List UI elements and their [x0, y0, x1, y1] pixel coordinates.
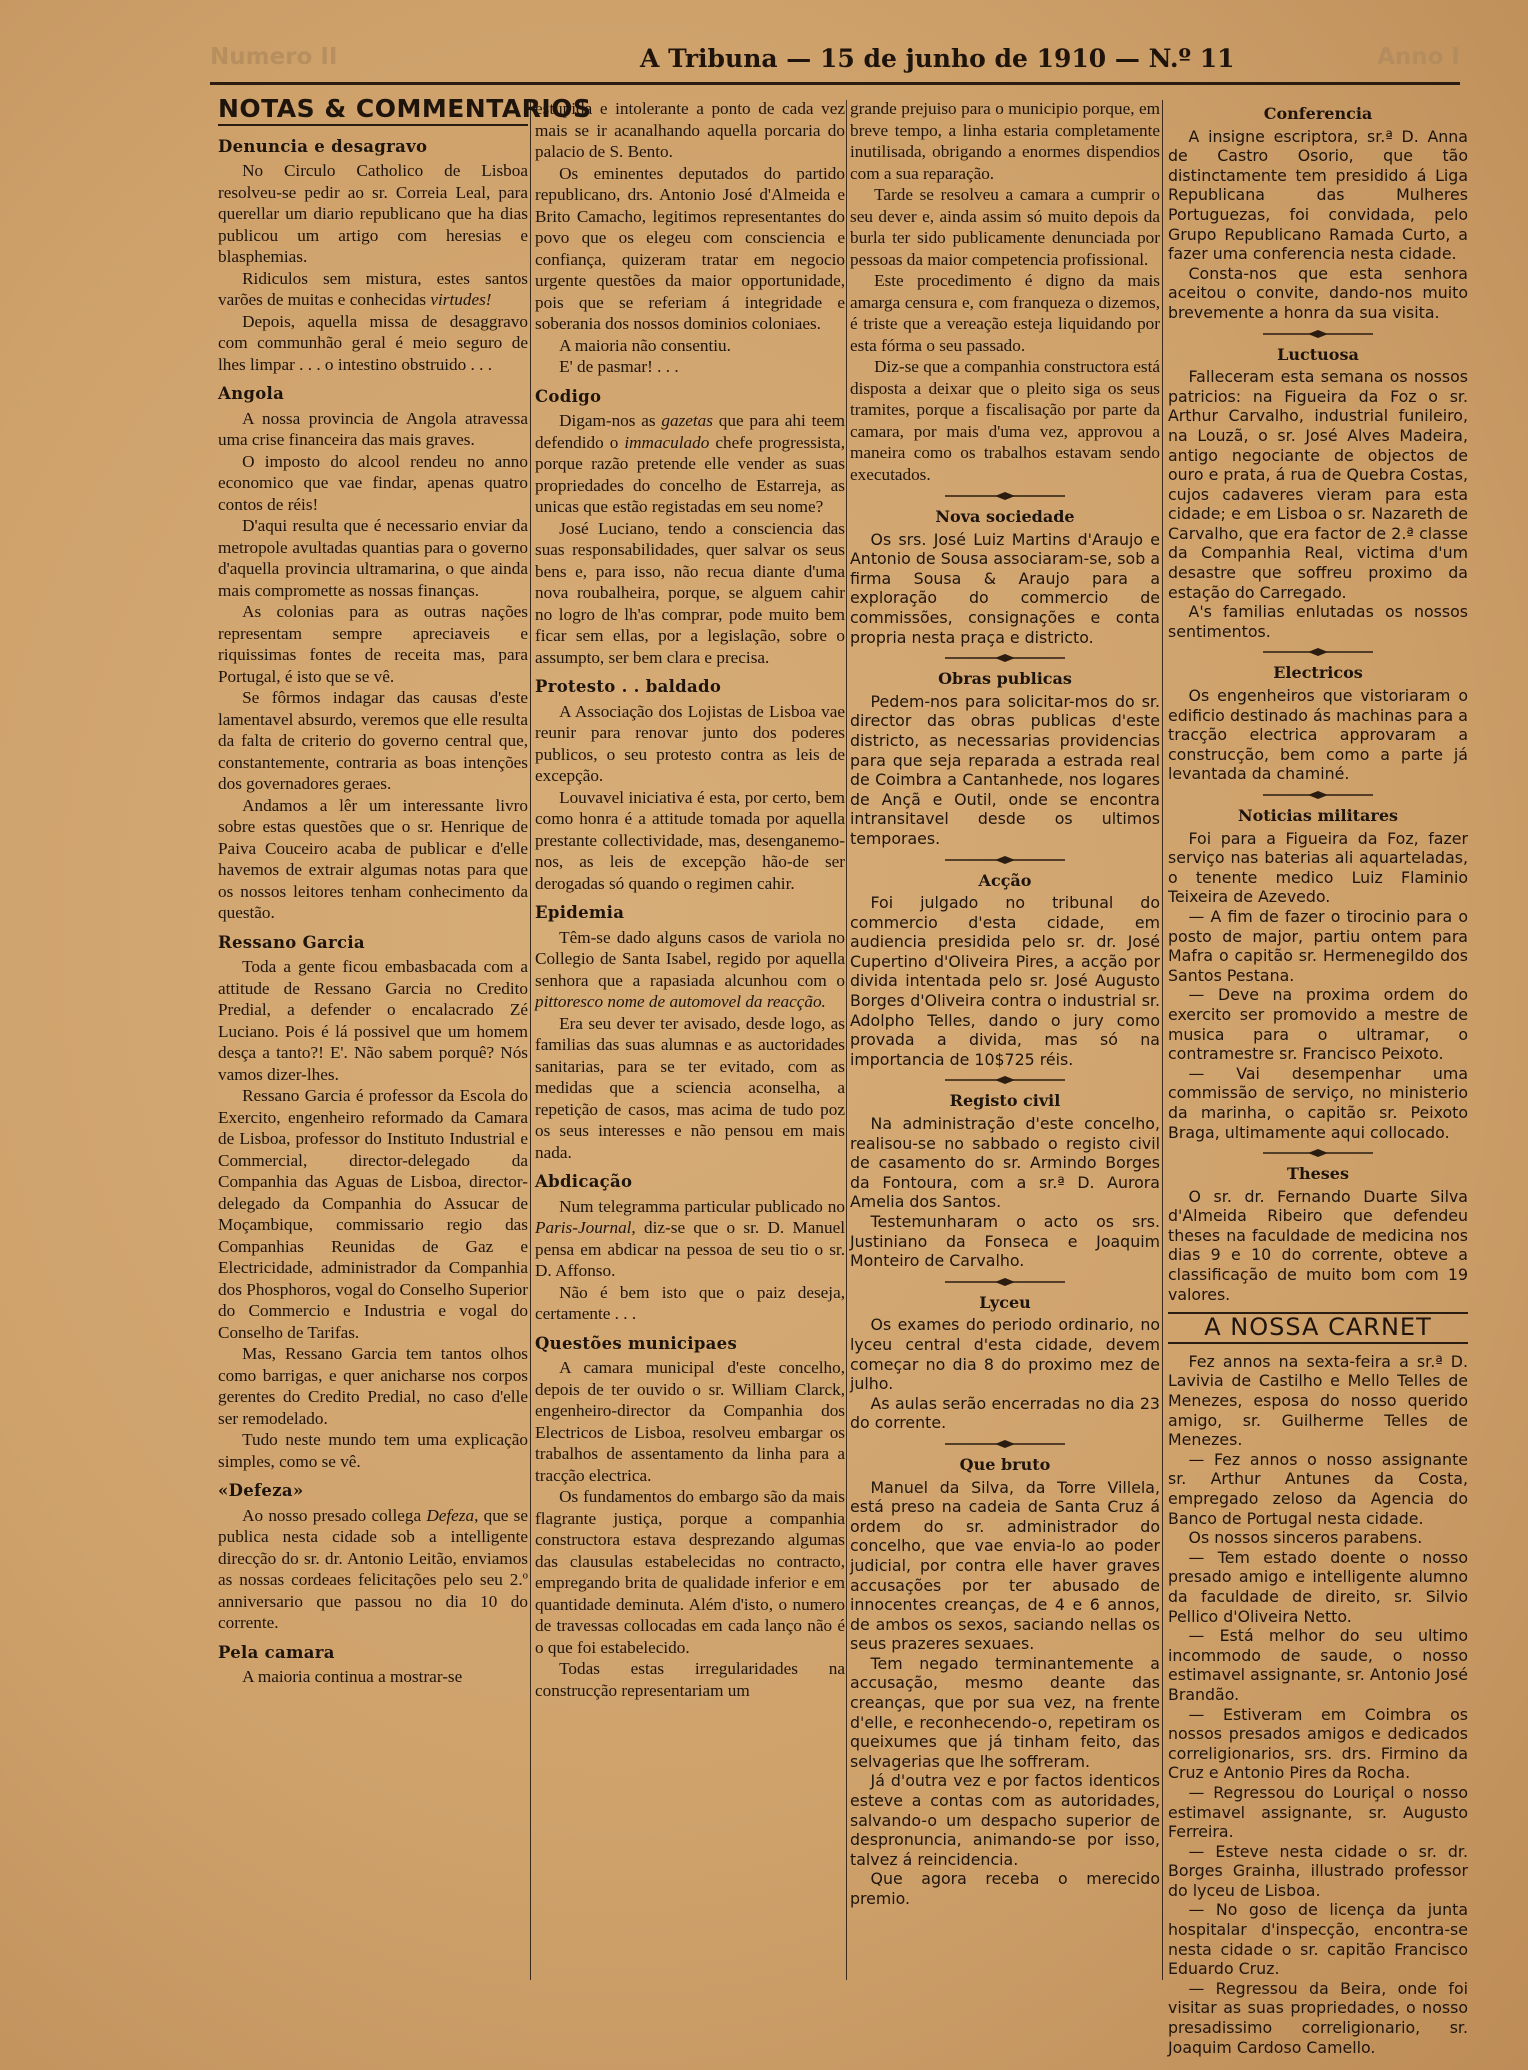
paragraph — [535, 1196, 845, 1282]
paragraph: E' de pasmar! . . . — [559, 357, 679, 376]
ornament-divider — [945, 491, 1065, 501]
paragraph: — Fez annos o nosso assignante sr. Arthur Antunes da Costa, empregado zeloso da Agencia do Banco de Portugal nesta cidade. — [1168, 1449, 1468, 1528]
paragraph: A's familias enlutadas os nossos sentimentos. — [1168, 602, 1468, 641]
article-heading: Angola — [218, 384, 285, 403]
column-rule — [846, 100, 847, 1980]
paragraph: Que agora receba o merecido premio. — [850, 1869, 1160, 1908]
italic-text: virtudes! — [430, 290, 492, 309]
masthead — [210, 44, 1460, 85]
paragraph: — Está melhor do seu ultimo incommodo de saude, o nosso estimavel assignante, sr. Antonio José Brandão. — [1168, 1626, 1468, 1704]
article-heading: Lyceu — [979, 1292, 1031, 1312]
article-heading: Codigo — [535, 386, 602, 406]
column-2 — [535, 98, 845, 1980]
paragraph: — No goso de licença da junta hospitalar d'inspecção, encontra-se nesta cidade o sr. capitão Francisco Eduardo Cruz. — [1168, 1900, 1468, 1979]
ornament-divider — [945, 855, 1065, 865]
masthead-year-ghost: Anno I — [1377, 44, 1460, 70]
paragraph: Fez annos na sexta-feira a sr.ª D. Lavivia de Castilho e Mello Telles de Menezes, esposa do nosso querido amigo, sr. Guilherme Telles de Menezes. — [1168, 1351, 1468, 1450]
paragraph: No Circulo Catholico de Lisboa resolveu-se pedir ao sr. Correia Leal, para querellar um diario republicano que ha dias publicou um artigo com heresias e blasphemias. — [218, 161, 528, 266]
ornament-divider — [1263, 647, 1373, 657]
column-rule — [530, 100, 531, 1980]
text-run: diz-se que o sr. D. Manuel pensa em abdicar na pessoa de seu tio o sr. D. Affonso. — [535, 1218, 845, 1280]
paragraph: Este procedimento é digno da mais amarga censura e, com franqueza o dizemos, é triste que a vereação esteja liquidando por esta fórma o seu passado. — [850, 271, 1160, 355]
section-title: NOTAS & COMMENTARIOS — [218, 98, 528, 126]
article-heading: Epidemia — [535, 903, 625, 922]
paragraph: Tudo neste mundo tem uma explicação simples, como se vê. — [218, 1430, 528, 1471]
paragraph: Os srs. José Luiz Martins d'Araujo e Antonio de Sousa associaram-se, sob a firma Sousa & Araujo para a exploração do commercio de commissões, consignações e conta propria nesta praça e districto. — [850, 529, 1160, 647]
text-run: que para ahi teem defendido o — [535, 411, 845, 452]
paragraph: O sr. dr. Fernando Duarte Silva d'Almeida Ribeiro que defendeu theses na faculdade de medicina nos dias 9 e 10 do corrente, obteve a classificação de muito bom com 19 valores. — [1168, 1186, 1468, 1304]
paragraph: Na administração d'este concelho, realisou-se no sabbado o registo civil de casamento do sr. Armindo Borges da Fontoura, com a sr.ª D. Aurora Amelia dos Santos. — [850, 1114, 1160, 1212]
paragraph — [535, 927, 845, 1013]
ornament-divider — [945, 1277, 1065, 1287]
italic-text: pittoresco nome de automovel da reacção. — [535, 992, 826, 1011]
article-heading: Protesto . . baldado — [535, 677, 722, 696]
paragraph: — Vai desempenhar uma commissão de serviço, no ministerio da marinha, o capitão sr. Peixoto Braga, ultimamente aqui collocado. — [1168, 1063, 1468, 1142]
carnet-title: A NOSSA CARNET — [1168, 1312, 1468, 1344]
paragraph: — Deve na proxima ordem do exercito ser promovido a mestre de musica para o ultramar, o contramestre sr. Francisco Peixoto. — [1168, 985, 1468, 1064]
paragraph: grande prejuiso para o municipio porque, em breve tempo, a linha estaria completamente inutilisada, obrigando a enormes dispendios com a sua reparação. — [850, 99, 1160, 183]
article-heading: Denuncia e desagravo — [218, 136, 428, 156]
paragraph: Mas, Ressano Garcia tem tantos olhos como barrigas, e quer anicharse nos corpos gerentes do Credito Predial, no caso d'elle ser remodelado. — [218, 1344, 528, 1428]
text-run: Ao nosso presado collega — [242, 1505, 427, 1525]
italic-text: gazetas — [661, 411, 713, 430]
paragraph: Consta-nos que esta senhora aceitou o convite, dando-nos muito brevemente a honra da sua visita. — [1168, 263, 1468, 322]
paragraph: — A fim de fazer o tirocinio para o posto de major, partiu ontem para Mafra o capitão sr. Hermenegildo dos Santos Pestana. — [1168, 906, 1468, 985]
paragraph: Se fôrmos indagar das causas d'este lamentavel absurdo, veremos que elle resulta da falta de criterio do governo central que, constantemente, contraria as boas intenções dos governadores geraes. — [218, 688, 528, 793]
paragraph: Todas estas irregularidades na construcção representariam um — [535, 1659, 845, 1700]
ornament-divider — [945, 1439, 1065, 1449]
article-heading: Questões municipaes — [535, 1333, 738, 1353]
article-heading: Luctuosa — [1277, 344, 1359, 364]
ornament-divider — [945, 1075, 1065, 1085]
small-news-block — [850, 507, 1160, 1909]
article-heading: Acção — [978, 870, 1032, 890]
paragraph: Era seu dever ter avisado, desde logo, as familias das suas alumnas e as auctoridades sanitarias, para se ter evitado, com as medidas que a sciencia aconselha, a repetição de casos, mas acima de tudo poz os seus interesses e não pensou em mais nada. — [535, 1013, 845, 1162]
text-run: Digam-nos as — [559, 411, 662, 430]
paragraph: José Luciano, tendo a consciencia das suas responsabilidades, quer salvar os seus bens e, para isso, não recua diante d'uma nova roubalheira, porque, se alguem cahir no logro de lh'as comprar, pode muito bem ficar sem ellas, por a legislação, sobre o assumpto, ser bem clara e precisa. — [535, 518, 845, 667]
article-heading: Conferencia — [1263, 104, 1373, 123]
masthead-issue-ghost: Numero II — [210, 44, 338, 70]
paragraph: Falleceram esta semana os nossos patricios: na Figueira da Foz o sr. Arthur Carvalho, industrial funileiro, na Louzã, o sr. José Alves Madeira, antigo negociante de objectos de ouro e prata, á rua de Quebra Costas, cujos cadaveres vieram para esta cidade; e em Lisboa o sr. Nazareth de Carvalho, que era factor de 2.ª classe da Companhia Real, victima d'um desastre que soffreu proximo da estação do Carregado. — [1168, 367, 1468, 602]
paragraph — [218, 268, 528, 311]
article-heading: «Defeza» — [218, 1481, 304, 1500]
article-heading: Noticias militares — [1237, 806, 1399, 825]
italic-text: immaculado — [624, 432, 710, 452]
paragraph: Os eminentes deputados do partido republicano, drs. Antonio José d'Almeida e Brito Camacho, legitimos representantes do povo que os elegeu com consciencia e confiança, quizeram tratar em negocio urgente questões da maior opportunidade, pois que se referiam á integridade e soberania dos nossos dominios coloniaes. — [535, 163, 845, 333]
paragraph: Não é bem isto que o paiz deseja, certamente . . . — [535, 1282, 845, 1323]
paragraph: D'aqui resulta que é necessario enviar da metropole avultadas quantias para o governo d'aquella provincia ultramarina, o que ainda mais compromette as nossas finanças. — [218, 516, 528, 600]
paragraph: Foi julgado no tribunal do commercio d'esta cidade, em audiencia presidida pelo sr. dr. José Cupertino d'Oliveira Pires, a acção por divida intentada pelo sr. José Augusto Borges d'Oliveira contra o industrial sr. Adolpho Telles, dando o jury como provada a divida, mas só na importancia de 10$725 réis. — [850, 893, 1160, 1069]
paragraph: Manuel da Silva, da Torre Villela, está preso na cadeia de Santa Cruz á ordem do sr. administrador do concelho, que vae envia-lo ao poder judicial, por contra elle haver graves accusações por ter abusado de innocentes creanças, de 4 e 6 annos, de ambos os sexos, saciando nellas os seus prazeres sexuaes. — [850, 1477, 1160, 1654]
text-run: chefe progressista, porque razão pretende elle vender as suas propriedades do concelho de Estarreja, as unicas que estão registadas em seu nome? — [535, 432, 845, 516]
paragraph: Os engenheiros que vistoriaram o edificio destinado ás machinas para a tracção electrica approvaram a construcção, bem como a parte já levantada da chaminé. — [1168, 686, 1468, 784]
paragraph: A maioria não consentiu. — [559, 335, 731, 355]
article-heading: Que bruto — [959, 1454, 1051, 1474]
paragraph — [218, 1505, 528, 1634]
paragraph: A camara municipal d'este concelho, depois de ter ouvido o sr. William Clarck, engenheiro-director da Companhia dos Electricos de Lisboa, resolveu embargar os trabalhos de assentamento da linha para a tracção electrica. — [535, 1358, 845, 1485]
paragraph: A insigne escriptora, sr.ª D. Anna de Castro Osorio, que tão distinctamente tem presidido á Liga Republicana das Mulheres Portuguezas, foi convidada, pelo Grupo Republicano Ramada Curto, a fazer uma conferencia nesta cidade. — [1168, 126, 1468, 264]
article-heading: Theses — [1287, 1164, 1349, 1184]
paragraph: Os fundamentos do embargo são da mais flagrante justiça, porque a companhia constructora estava desprezando algumas das clausulas estabelecidas no contracto, empregando brita de qualidade inferior e em quantidade deminuta. Além d'isto, o numero de travessas collocadas em cada lanço não é o que foi estabelecido. — [535, 1487, 845, 1657]
paragraph: — Esteve nesta cidade o sr. dr. Borges Grainha, illustrado professor do lyceu de Lisboa. — [1168, 1841, 1468, 1900]
paragraph: Os nossos sinceros parabens. — [1188, 1528, 1423, 1548]
column-3 — [850, 98, 1160, 1980]
paragraph: As aulas serão encerradas no dia 23 do corrente. — [850, 1393, 1160, 1433]
paragraph: Ressano Garcia é professor da Escola do Exercito, engenheiro reformado da Camara de Lisboa, professor do Instituto Industrial e Commercial, director-delegado da Companhia das Aguas de Lisboa, director-delegado da Companhia do Assucar de Moçambique, commissario regio das Companhias Reunidas de Gaz e Electricidade, administrador da Companhia dos Phosphoros, vogal do Conselho Superior do Commercio e Industria e vogal do Conselho de Tarifas. — [218, 1086, 528, 1342]
article-heading: Pela camara — [218, 1642, 335, 1662]
paragraph: Diz-se que a companhia constructora está disposta a deixar que o pleito siga os seus tramites, porque a fiscalisação por parte da camara, por mais d'uma vez, approvou a maneira como os trabalhos estavam sendo executados. — [850, 357, 1160, 484]
paragraph: As colonias para as outras nações representam sempre apreciaveis e riquissimas fontes de receita mas, para Portugal, é isto que se vê. — [218, 602, 528, 686]
paragraph: Tem negado terminantemente a accusação, mesmo deante das creanças, que por sua vez, na frente d'elle, e reconhecendo-o, repetiram os queixumes que já tinham feito, das selvagerias que lhe soffreram. — [850, 1653, 1160, 1771]
small-news-block — [1168, 104, 1468, 2057]
paragraph: O imposto do alcool rendeu no anno economico que vae findar, apenas quatro contos de réis! — [218, 451, 528, 514]
paragraph: — Regressou da Beira, onde foi visitar as suas propriedades, o nosso presadissimo correligionario, sr. Joaquim Cardoso Camello. — [1168, 1978, 1468, 2057]
article-heading: Electricos — [1273, 663, 1363, 683]
article-heading: Registo civil — [949, 1091, 1061, 1111]
paragraph: A maioria continua a mostrar-se — [242, 1667, 463, 1686]
text-run: Num telegramma particular publicado no — [559, 1196, 845, 1216]
ornament-divider — [1263, 329, 1373, 339]
paragraph: Tarde se resolveu a camara a cumprir o seu dever e, ainda assim só muito depois da burla ter sido publicamente denunciada por pessoas da maior competencia profissional. — [850, 185, 1160, 269]
article-heading: Obras publicas — [938, 669, 1072, 689]
paragraph: Depois, aquella missa de desaggravo com communhão geral é meio seguro de lhes limpar . . . o intestino obstruido . . . — [218, 311, 528, 374]
paragraph — [535, 410, 845, 518]
paragraph: — Tem estado doente o nosso presado amigo e intelligente alumno da faculdade de direito, sr. Silvio Pellico d'Oliveira Netto. — [1168, 1547, 1468, 1626]
paragraph: A nossa provincia de Angola atravessa uma crise financeira das mais graves. — [218, 408, 528, 449]
text-run: Ridiculos sem mistura, estes santos varões de muitas e conhecidas — [218, 268, 528, 309]
paragraph: Foi para a Figueira da Foz, fazer serviço nas baterias ali aquarteladas, o tenente medico Luiz Flaminio Teixeira de Azevedo. — [1168, 828, 1468, 907]
italic-text: Defeza — [426, 1505, 475, 1525]
ornament-divider — [945, 653, 1065, 663]
italic-text: Paris-Journal, — [535, 1218, 636, 1237]
paragraph: — Regressou do Louriçal o nosso estimavel assignante, sr. Augusto Ferreira. — [1168, 1782, 1468, 1842]
ornament-divider — [1263, 1148, 1373, 1158]
ornament-divider — [1263, 790, 1373, 800]
paragraph: — Estiveram em Coimbra os nossos presados amigos e dedicados correligionarios, srs. drs. Firmino da Cruz e Antonio Pires da Rocha. — [1168, 1704, 1468, 1783]
paragraph: Já d'outra vez e por factos identicos esteve a contas com as autoridades, salvando-o um despacho superior de despronuncia, animando-se por isso, talvez á reincidencia. — [850, 1771, 1160, 1869]
paragraph: Os exames do periodo ordinario, no lyceu central d'esta cidade, devem começar no dia 8 do proximo mez de julho. — [850, 1315, 1160, 1394]
text-run: , que se publica nesta cidade sob a intelligente direcção do sr. dr. Antonio Leitão, enviamos as nossas cordeaes felicitações pelo seu 2.º anniversario que passou no dia 10 do corrente. — [218, 1505, 528, 1632]
paragraph: Louvavel iniciativa é esta, por certo, bem como honra é a attitude tomada por aquella prestante collectividade, mas, desenganemo-nos, as leis de excepção hão-de ser derogadas só quando o regimen cahir. — [535, 787, 845, 893]
article-heading: Ressano Garcia — [218, 932, 365, 952]
text-run: Têm-se dado alguns casos de variola no Collegio de Santa Isabel, regido por aquella senhora que a rapasiada alcunhou com o — [535, 927, 845, 990]
paragraph: Testemunharam o acto os srs. Justiniano da Fonseca e Joaquim Monteiro de Carvalho. — [850, 1212, 1160, 1271]
masthead-title: A Tribuna — 15 de junho de 1910 — N.º 11 — [640, 44, 1235, 73]
column-rule — [1162, 100, 1163, 1980]
paragraph: A Associação dos Lojistas de Lisboa vae reunir para renovar junto dos poderes publicos, o seu protesto contra as leis de excepção. — [535, 701, 845, 785]
article-heading: Abdicação — [535, 1172, 633, 1191]
column-4 — [1168, 98, 1468, 2057]
paragraph: Pedem-nos para solicitar-mos do sr. director das obras publicas d'este districto, as necessarias providencias para que seja reparada a estrada real de Coimbra a Cantanhede, nos logares de Ançã e Outil, onde se encontra intransitavel desde os ultimos temporaes. — [850, 691, 1160, 848]
paragraph: Toda a gente ficou embasbacada com a attitude de Ressano Garcia no Credito Predial, a defender o encalacrado Zé Luciano. Pois é lá possivel que um homem desça a tanto?! E'. Não sabem porquê? Nós vamos dizer-lhes. — [218, 957, 528, 1084]
article-heading: Nova sociedade — [935, 507, 1075, 526]
paragraph: estupida e intolerante a ponto de cada vez mais se ir acanalhando aquella porcaria do palacio de S. Bento. — [535, 99, 845, 161]
paragraph: Andamos a lêr um interessante livro sobre estas questões que o sr. Henrique de Paiva Couceiro acaba de publicar e d'elle havemos de extrair algumas notas para que os nossos leitores tenham conhecimento da questão. — [218, 795, 528, 922]
